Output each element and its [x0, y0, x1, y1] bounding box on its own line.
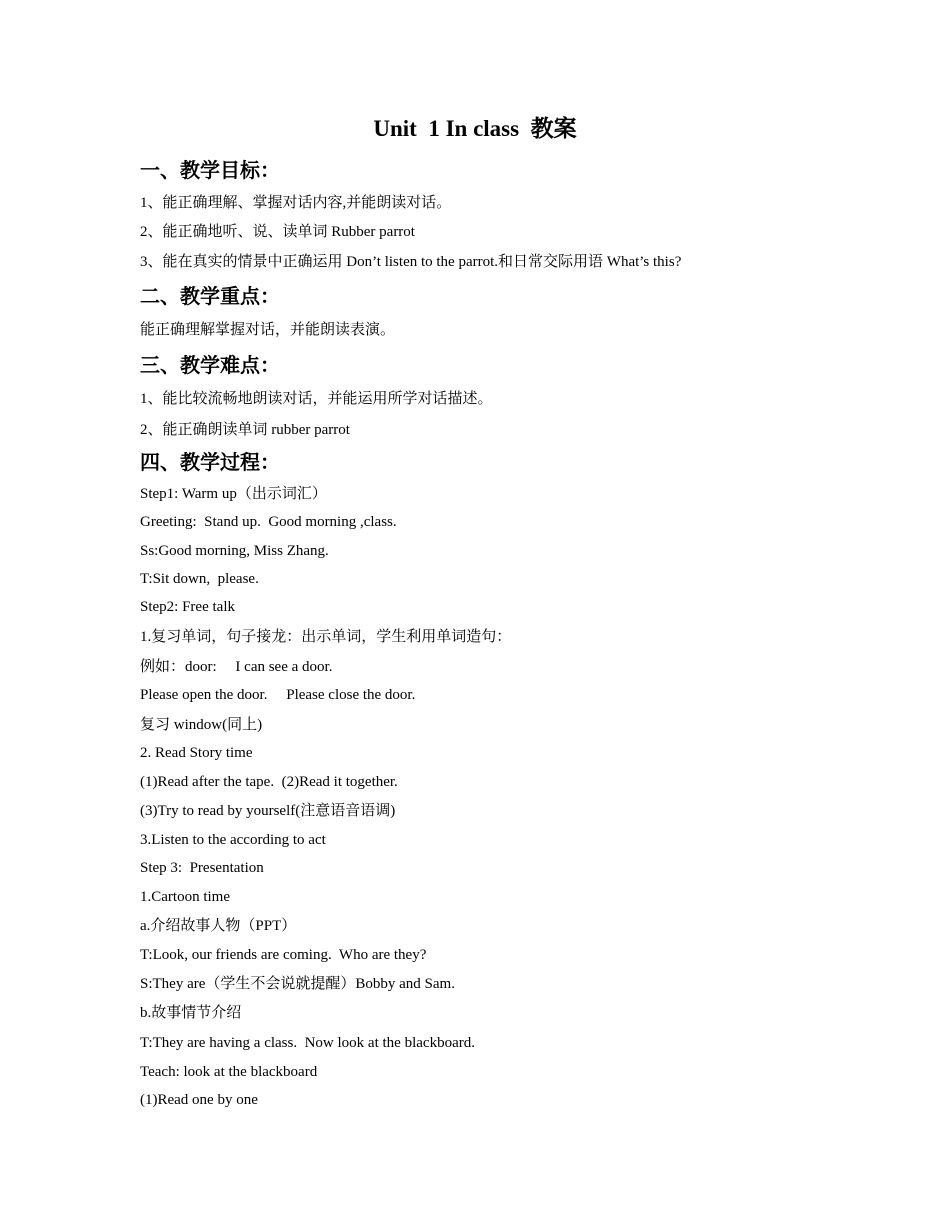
process-line: (1)Read one by one — [140, 1092, 258, 1108]
process-line: 复习 window(同上) — [140, 717, 263, 733]
objectives-item: 3、能在真实的情景中正确运用 Don’t listen to the parrot.和日常交际用语 What’s this? — [140, 254, 682, 270]
process-line: T:Look, our friends are coming. Who are they? — [140, 947, 427, 963]
process-line: b.故事情节介绍 — [140, 1005, 242, 1021]
process-heading: 四、教学过程： — [140, 452, 280, 474]
process-line: Step 3: Presentation — [140, 860, 264, 876]
process-line: Teach: look at the blackboard — [140, 1064, 318, 1080]
process-line: Greeting: Stand up. Good morning ,class. — [140, 514, 397, 530]
key-points-heading: 二、教学重点： — [140, 286, 280, 308]
process-line: (1)Read after the tape. (2)Read it together. — [140, 774, 398, 790]
process-line: 1.Cartoon time — [140, 889, 230, 905]
process-line: Step2: Free talk — [140, 599, 235, 615]
objectives-heading: 一、教学目标： — [140, 160, 280, 182]
process-line: a.介绍故事人物（PPT） — [140, 918, 297, 934]
difficulties-item: 1、能比较流畅地朗读对话，并能运用所学对话描述。 — [140, 391, 493, 407]
process-line: T:Sit down, please. — [140, 571, 259, 587]
process-line: 例如：door: I can see a door. — [140, 659, 333, 675]
process-line: Ss:Good morning, Miss Zhang. — [140, 543, 329, 559]
key-points-item: 能正确理解掌握对话，并能朗读表演。 — [140, 322, 396, 338]
difficulties-item: 2、能正确朗读单词 rubber parrot — [140, 422, 350, 438]
document-title: Unit 1 In class 教案 — [373, 116, 577, 141]
process-line: (3)Try to read by yourself(注意语音语调) — [140, 803, 396, 819]
process-line: Step1: Warm up（出示词汇） — [140, 486, 327, 502]
difficulties-heading: 三、教学难点： — [140, 355, 280, 377]
process-line: Please open the door. Please close the door. — [140, 687, 416, 703]
process-line: 3.Listen to the according to act — [140, 832, 326, 848]
objectives-item: 2、能正确地听、说、读单词 Rubber parrot — [140, 224, 415, 240]
process-line: 1.复习单词，句子接龙：出示单词，学生利用单词造句： — [140, 629, 512, 645]
process-line: S:They are（学生不会说就提醒）Bobby and Sam. — [140, 976, 455, 992]
objectives-item: 1、能正确理解、掌握对话内容,并能朗读对话。 — [140, 195, 452, 211]
process-line: T:They are having a class. Now look at the blackboard. — [140, 1035, 475, 1051]
process-line: 2. Read Story time — [140, 745, 253, 761]
